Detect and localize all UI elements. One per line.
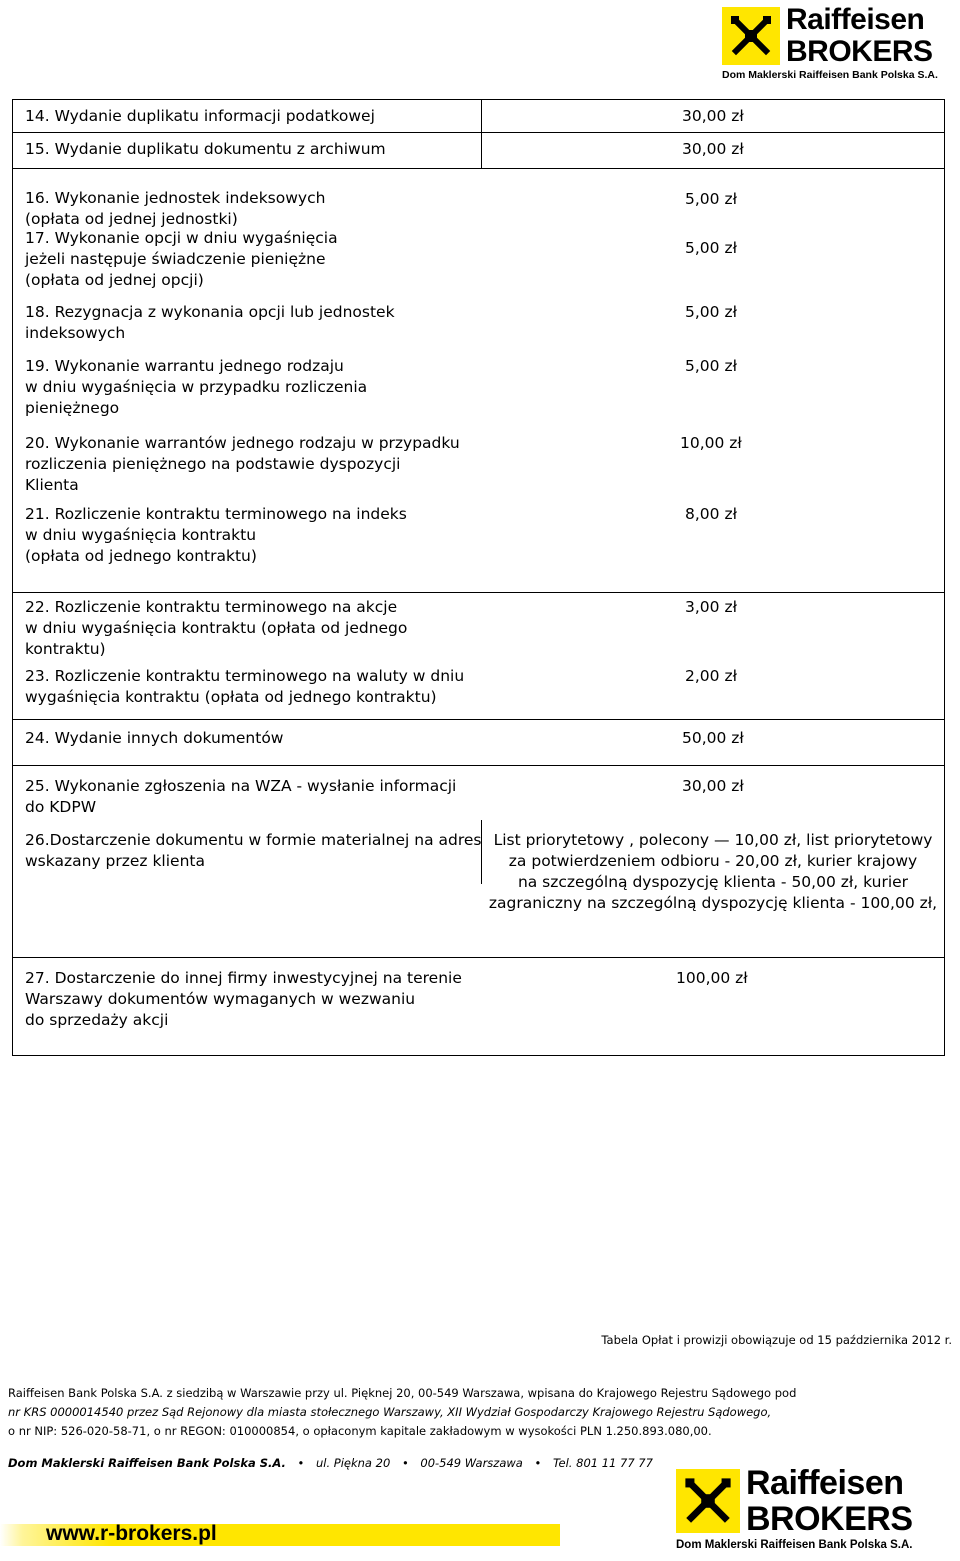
fee-row	[13, 351, 944, 433]
fee-price: 5,00 zł	[685, 190, 737, 208]
legal-line: nr KRS 0000014540 przez Sąd Rejonowy dla miasta stołecznego Warszawy, XII Wydział Gospodarczy Krajowego Rejestru Sądowego,	[8, 1405, 772, 1419]
fee-description: 27. Dostarczenie do innej firmy inwestycyjnej na terenie Warszawy dokumentów wymaganych w wezwaniu do sprzedaży akcji	[25, 969, 462, 1029]
brand-logo-top	[722, 5, 938, 81]
fee-row	[13, 720, 944, 766]
contact-line	[8, 1456, 653, 1470]
fee-description: 15. Wydanie duplikatu dokumentu z archiwum	[25, 140, 386, 158]
bullet-separator: •	[534, 1456, 542, 1470]
fee-description: 19. Wykonanie warrantu jednego rodzaju w dniu wygaśnięcia w przypadku rozliczenia pieniężnego	[25, 357, 368, 417]
column-divider	[481, 133, 482, 168]
fee-row	[13, 169, 944, 228]
fee-price: 5,00 zł	[685, 239, 737, 257]
brand-name-line1: Raiffeisen	[786, 3, 925, 36]
brand-subtitle: Dom Maklerski Raiffeisen Bank Polska S.A.	[676, 1539, 913, 1551]
fee-description: 26.Dostarczenie dokumentu w formie materialnej na adres wskazany przez klienta	[25, 831, 482, 870]
fee-description: 23. Rozliczenie kontraktu terminowego na waluty w dniu wygaśnięcia kontraktu (opłata od jednego kontraktu)	[25, 667, 465, 706]
fee-description: 25. Wykonanie zgłoszenia na WZA - wysłanie informacji do KDPW	[25, 777, 457, 816]
contact-phone: Tel. 801 11 77 77	[552, 1456, 653, 1470]
bullet-separator: •	[401, 1456, 409, 1470]
fee-price: 8,00 zł	[685, 505, 737, 523]
contact-address: ul. Piękna 20	[315, 1456, 391, 1470]
brand-logo-bottom	[676, 1466, 913, 1551]
column-divider	[481, 100, 482, 132]
bullet-separator: •	[297, 1456, 305, 1470]
brand-name-line1: Raiffeisen	[746, 1464, 904, 1502]
fee-description: 16. Wykonanie jednostek indeksowych (opłata od jednej jednostki)	[25, 189, 326, 228]
raiffeisen-gable-icon	[676, 1469, 740, 1533]
fee-row	[13, 100, 944, 133]
fee-row	[13, 766, 944, 820]
fee-row	[13, 663, 944, 720]
fee-price: 30,00 zł	[682, 107, 744, 125]
fee-price: List priorytetowy , polecony — 10,00 zł, list priorytetowy za potwierdzeniem odbioru - 20,00 zł, kurier krajowy na szczególną dyspozycję klienta - 50,00 zł, kurier zagraniczny na szczególną dyspozycję klienta - 100,00 zł,	[488, 831, 938, 912]
fee-price: 50,00 zł	[682, 729, 744, 747]
fee-description: 24. Wydanie innych dokumentów	[25, 729, 284, 747]
fee-price: 5,00 zł	[685, 357, 737, 375]
legal-line: o nr NIP: 526-020-58-71, o nr REGON: 010000854, o opłaconym kapitale zakładowym w wysokości PLN 1.250.893.080,00.	[8, 1424, 712, 1438]
fee-price: 5,00 zł	[685, 303, 737, 321]
fee-table	[12, 99, 945, 1056]
fee-description: 21. Rozliczenie kontraktu terminowego na indeks w dniu wygaśnięcia kontraktu (opłata od jednego kontraktu)	[25, 505, 407, 565]
fee-row	[13, 593, 944, 663]
fee-description: 20. Wykonanie warrantów jednego rodzaju w przypadku rozliczenia pieniężnego na podstawie dyspozycji Klienta	[25, 434, 460, 494]
fee-description: 17. Wykonanie opcji w dniu wygaśnięcia jeżeli następuje świadczenie pieniężne (opłata od jednej opcji)	[25, 229, 338, 289]
website-link[interactable]: www.r-brokers.pl	[46, 1522, 217, 1545]
fee-price: 3,00 zł	[685, 598, 737, 616]
fee-description: 22. Rozliczenie kontraktu terminowego na akcje w dniu wygaśnięcia kontraktu (opłata od jednego kontraktu)	[25, 598, 408, 658]
fee-row	[13, 433, 944, 504]
legal-line: Raiffeisen Bank Polska S.A. z siedzibą w Warszawie przy ul. Pięknej 20, 00-549 Warszawa, wpisana do Krajowego Rejestru Sądowego pod	[8, 1386, 797, 1400]
fee-price: 2,00 zł	[685, 667, 737, 685]
column-divider	[481, 820, 482, 884]
fee-price: 30,00 zł	[682, 777, 744, 795]
fee-row	[13, 297, 944, 351]
fee-description: 18. Rezygnacja z wykonania opcji lub jednostek indeksowych	[25, 303, 395, 342]
brand-subtitle: Dom Maklerski Raiffeisen Bank Polska S.A.	[722, 69, 938, 81]
fee-description: 14. Wydanie duplikatu informacji podatkowej	[25, 107, 375, 125]
fee-row	[13, 133, 944, 169]
validity-note: Tabela Opłat i prowizji obowiązuje od 15 października 2012 r.	[601, 1333, 952, 1347]
fee-row	[13, 820, 944, 958]
contact-company: Dom Maklerski Raiffeisen Bank Polska S.A.	[8, 1456, 286, 1470]
fee-row	[13, 218, 944, 297]
brand-name-line2: BROKERS	[746, 1500, 913, 1538]
fee-price: 100,00 zł	[676, 969, 748, 987]
brand-name-line2: BROKERS	[786, 35, 933, 68]
fee-price: 10,00 zł	[680, 434, 742, 452]
fee-row	[13, 504, 944, 593]
contact-postcode: 00-549 Warszawa	[420, 1456, 523, 1470]
fee-row	[13, 958, 944, 1055]
raiffeisen-gable-icon	[722, 7, 780, 65]
fee-price: 30,00 zł	[682, 140, 744, 158]
